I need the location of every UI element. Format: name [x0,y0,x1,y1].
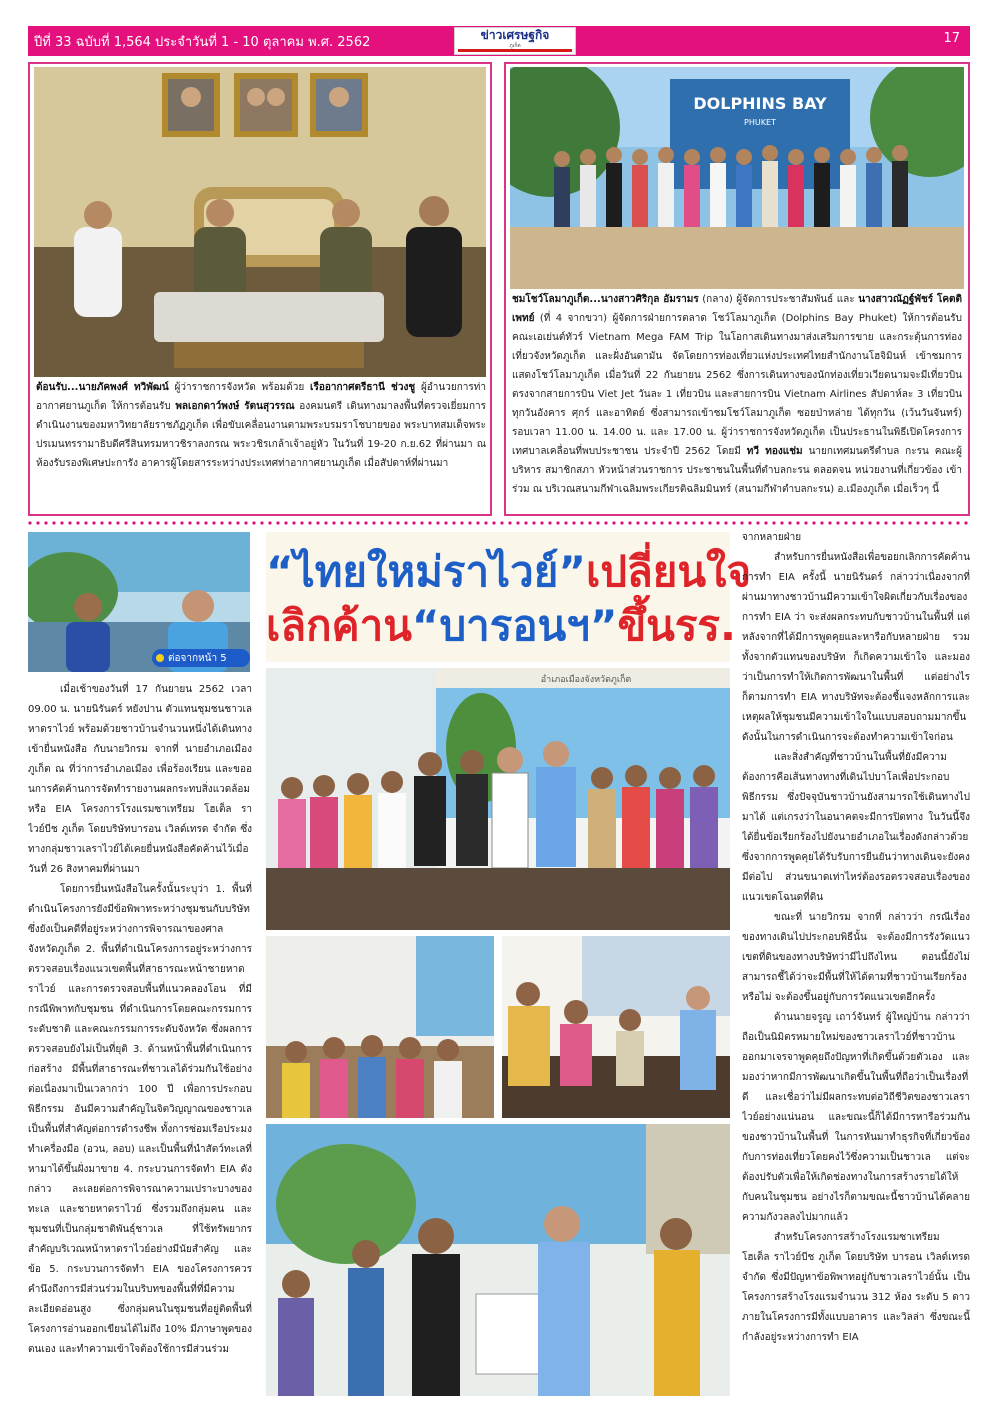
headline-line1 [266,546,752,598]
photo-meeting-room [502,936,730,1118]
caption-governor-text2: ผู้อำนวยการท่าอากาศยานภูเก็ต ให้การต้อนรับ [36,382,486,412]
caption-dolphins-text: (กลาง) ผู้จัดการประชาสัมพันธ์ และ [698,294,859,305]
photo-petition-handover-closeup [266,1124,730,1396]
article-right-paragraph: และสิ่งสำคัญที่ชาวบ้านในพื้นที่ยังมีความต้องการคือเส้นทางทางที่เดินไปบาโลเพื่อประกอบพิธีกรรม ซึ่งปัจจุบันชาวบ้านยังสามารถใช้เดินทางไปมาได้ แต่เกรงว่าในอนาคตจะมีการปิดทาง ในวันนี้จึงได้ยื่นข้อเรียกร้องไปยังนายอำเภอในเรื่องดังกล่าวด้วย ซึ่งจากการพูดคุยได้รับรับการยืนยันว่าทางเดินจะยังคงมีต่อไป ส่วนขนาดเท่าไหร่ต้องรอตรวจสอบเรื่องของแนวเขตโฉนดที่ดิน [742,752,970,903]
headline-part-baron: “บารอนฯ” [411,601,618,650]
header-bar [28,26,970,56]
caption-governor-bold2: เรืออากาศตรีธานี ช่วงชู [310,382,416,393]
caption-dolphins-bold2: นางสาวณัฏฐ์พัชร์ โคตติเพทย์ [512,294,962,324]
article-right-paragraph: ขณะที่ นายวิกรม จากที่ กล่าวว่า กรณีเรื่องของทางเดินไปประกอบพิธีนั้น จะต้องมีการรังวัดแนวเขตที่ดินของทางบริษัทว่ามีไปถึงไหน ตอนนี้ยังไม่สามารถชี้ได้ว่าจะมีพื้นที่ให้ได้ตามที่ชาวบ้านเรียกร้องหรือไม่ จะต้องขึ้นอยู่กับการวัดแนวเขตอีกครั้ง [742,912,970,1003]
article-left-paragraph: เมื่อเช้าของวันที่ 17 กันยายน 2562 เวลา 09.00 น. นายนิรันดร์ หยังปาน ตัวแทนชุมชนชาวเลหาดราไวย์ พร้อมด้วยชาวบ้านจำนวนหนึ่งได้เดินทางเข้ายื่นหนังสือ กับนายวิกรม จากที่ นายอำเภอเมืองภูเก็ต ณ ที่ว่าการอำเภอเมือง เพื่อร้องเรียน และขออนการคัดค้านการจัดทำรายงานผลกระทบสิ่งแวดล้อม หรือ EIA โครงการโรงแรมซาเทรียม โฮเต็ล ราไวย์บีช ภูเก็ต โดยบริษัทบารอน เวิลด์เทรด จำกัด ซึ่งทางกลุ่มชาวเลราไวย์ได้เคยยื่นหนังสือคัดค้านไว้เมื่อวันที่ 26 สิงหาคมที่ผ่านมา [28,684,252,875]
logo-subtitle: ภูเก็ต [509,43,521,49]
headline-part-change: เปลี่ยนใจ [585,547,752,596]
caption-dolphins-bold3: ทวี ทองแช่ม [746,446,803,457]
headline-part-stop: เลิกค้าน [266,601,412,650]
caption-dolphins-text3: นายกเทศมนตรีตำบล กะรน คณะผู้บริหาร สมาชิกสภา หัวหน้าส่วนราชการ ประชาชนในพื้นที่ตำบลกะรน ตลอดจน หน่วยงานที่เกี่ยวข้อง เข้าร่วม ณ บริเวณสนามกีฬาเฉลิมพระเกียรติฉลิมมินทร์ (สนามกีฬาตำบลกะรน) อ.เมืองภูเก็ต เมื่อเร็วๆ นี้ [512,446,962,495]
headline-part-thaimai: “ไทยใหม่ราไวย์” [266,547,586,596]
article-left-paragraph: โดยการยื่นหนังสือในครั้งนั้นระบุว่า 1. พื้นที่ดำเนินโครงการยังมีข้อพิพาทระหว่างชุมชนกับบริษัท ซึ่งยังเป็นคดีที่อยู่ระหว่างการพิจารณาของศาลจังหวัดภูเก็ต 2. พื้นที่ดำเนินโครงการอยู่ระหว่างการตรวจสอบเรื่องแนวเขตพื้นที่สาธารณะหน้าชายหาดราไวย์ และการตรวจสอบพื้นที่แนวคลองโอน ที่มีกรณีพิพาทกับชุมชน ที่ดำเนินการโดยคณะกรรมการระดับชาติ และคณะกรรมการระดับจังหวัด ซึ่งผลการตรวจสอบยังไม่เป็นที่ยุติ 3. ด้านหน้าพื้นที่ดำเนินการก่อสร้าง มีพื้นที่สาธารณะที่ชาวเลได้ร่วมกันใช้อย่างต่อเนื่องมาเป็นเวลากว่า 100 ปี เพื่อการประกอบพิธีกรรม อันมีความสำคัญในจิตวิญญาณของชาวเล เป็นพื้นที่สำคัญต่อการดำรงชีพ ทั้งการซ่อมเรือประมง ทำเครื่องมือ (อวน, ลอบ) และเป็นพื้นที่นำสัตว์ทะเลที่หามาได้ขึ้นฝั่งมาขาย 4. กระบวนการจัดทำ EIA ดังกล่าว ละเลยต่อการพิจารณาความเปราะบางของทะเล และชายหาดราไวย์ ซึ่งรวมถึงกลุ่มคน และชุมชนที่เป็นกลุ่มชาติพันธุ์ชาวเล ที่ใช้ทรัพยากรสำคัญบริเวณหน้าหาดราไวย์อย่างมีนัยสำคัญ และข้อ 5. กระบวนการจัดทำ EIA ของโครงการควรคำนึงถึงการมีส่วนร่วมในบริบทของพื้นที่ที่มีความละเอียดอ่อนสูง ซึ่งกลุ่มคนในชุมชนที่อยู่ติดพื้นที่โครงการอ่านออกเขียนได้ไม่ถึง 10% มีภาษาพูดของตนเอง และทำความเข้าใจต้องใช้การมีส่วนร่วม [28,884,252,1355]
photo-governor-meeting [34,67,486,377]
headline-box [266,532,752,662]
caption-governor-text3: องคมนตรี เดินทางมาลงพื้นที่ตรวจเยี่ยมการดำเนินงานของมหาวิทยาลัยราชภัฏภูเก็ต เพื่อขับเคลื่อนงานตามพระบรมราโชบายของ พระบาทสมเด็จพระปรเมนทรรามาธิบดีศรีสินทรมหาวชิราลงกรณ พระวชิรเกล้าเจ้าอยู่หัว ในวันที่ 19-20 ก.ย.62 ที่ผ่านมา ณ ห้องรับรองพิเศษปะการัง อาคารผู้โดยสารระหว่างประเทศท่าอากาศยานภูเก็ต เมื่อสัปดาห์ที่ผ่านมา [36,401,486,469]
caption-governor [36,378,486,512]
article-column-right [742,528,970,1398]
article-right-paragraph: สำหรับการยื่นหนังสือเพื่อขอยกเลิกการคัดค้านการทำ EIA ครั้งนี้ นายนิรันดร์ กล่าวว่าเนื่องจากที่ผ่านมาทางชาวบ้านมีความเข้าใจผิดเกี่ยวกับเรื่องของการทำ EIA ว่า จะส่งผลกระทบกับชาวบ้านในพื้นที่ แต่หลังจากที่ได้มีการพูดคุยและหารือกับหลายฝ่าย รวมทั้งจากตัวแทนของบริษัท ก็เกิดความเข้าใจ และมองว่าเป็นการทำให้เกิดการพัฒนาในพื้นที่ แต่อย่างไรก็ตามการทำ EIA ทางบริษัทจะต้องชี้แจงหลักการและเหตุผลให้ชุมชนมีความเข้าใจในแบบสอบถามมากขึ้น ดังนั้นในการดำเนินการจะต้องทำความเข้าใจก่อน [742,552,970,743]
caption-dolphins [512,290,962,512]
dotted-divider [26,521,972,525]
caption-governor-bold: ต้อนรับ...นายภัคพงศ์ ทวิพัฒน์ [36,382,169,393]
issue-info: ปีที่ 33 ฉบับที่ 1,564 ประจำวันที่ 1 - 10 ตุลาคม พ.ศ. 2562 [34,35,371,50]
caption-dolphins-bold: ชมโชว์โลมาภูเก็ต...นางสาวศิริกุล อัมรามร [512,294,699,305]
bullet-dot-icon [156,654,164,662]
photo-dolphins-bay-group [510,67,964,289]
headline-line2 [266,600,736,652]
article-right-paragraph: ด้านนายจรูญ เถาว์จันทร์ ผู้ใหญ่บ้าน กล่าวว่า ถือเป็นนิมิตรหมายใหม่ของชาวเลราไวย์ที่ชาวบ้านออกมาเจรจาพูดคุยถึงปัญหาที่เกิดขึ้นด้วยตัวเอง และมองว่าหากมีการพัฒนาเกิดขึ้นในพื้นที่ถือว่าเป็นเรื่องที่ดี และเชื่อว่าไม่มีผลกระทบต่อวิถีชีวิตของชาวเลราไวย์อย่างแน่นอน และขณะนี้ก็ได้มีการหารือร่วมกันของชาวบ้านในพื้นที่ ในการหันมาทำธุรกิจที่เกี่ยวข้องกับการท่องเที่ยวโดยคงไว้ซึ่งความเป็นชาวเล แต่จะต้องปรับตัวเพื่อให้เกิดช่องทางในการสร้างรายได้ให้กับคนในชุมชน อย่างไรก็ตามขณะนี้ชาวบ้านได้คลายความกังวลลงไปมากแล้ว [742,1012,970,1223]
continued-from-badge[interactable] [152,649,250,667]
sign-dolphins-bay: DOLPHINS BAY [693,94,827,113]
wall-sign: อำเภอเมืองจังหวัดภูเก็ต [540,675,632,685]
article-column-left [28,680,252,1398]
caption-governor-bold3: พลเอกดาว์พงษ์ รัตนสุวรรณ [175,401,295,412]
caption-dolphins-text2: (ที่ 4 จากขวา) ผู้จัดการฝ่ายการตลาด โชว์โลมาภูเก็ต (Dolphins Bay Phuket) ให้การต้อนรับคณะเอเย่นต์ทัวร์ Vietnam Mega FAM Trip ในโอกาสเดินทางมาส่งเสริมการขาย และกระตุ้นการท่องเที่ยวจังหวัดภูเก็ต และฝั่งอันดามัน จัดโดยการท่องเที่ยวแห่งประเทศไทยสำนักงานโฮจิมินห์ เข้าชมการแสดงโชว์โลมาภูเก็ต เมื่อวันที่ 22 กันยายน 2562 ซึ่งการเดินทางของนักท่องเที่ยวเวียดนามจะมีเที่ยวบินตรงจากสายการบิน Viet Jet วันละ 1 เที่ยวบิน และสายการบิน Vietnam Airlines สัปดาห์ละ 3 เที่ยวบิน ทุกวันอังคาร ศุกร์ และอาทิตย์ ซึ่งสามารถเข้าชมโชว์โลมาภูเก็ต ซอยป่าหล่าย ได้ทุกวัน (เว้นวันจันทร์) รอบเวลา 11.00 น. 14.00 น. และ 17.00 น. ผู้ว่าราชการจังหวัดภูเก็ต เป็นประธานในพิธีเปิดโครงการเทศบาลเคลื่อนที่พบประชาชน ประจำปี 2562 โดยมี [512,313,962,457]
sign-phuket: PHUKET [744,118,776,127]
article-right-paragraph: สำหรับโครงการสร้างโรงแรมซาเทรียม โฮเต็ล ราไวย์บีช ภูเก็ต โดยบริษัท บารอน เวิลด์เทรด จำกัด ซึ่งมีปัญหาข้อพิพาทอยู่กับชาวเลราไวย์นั้น เป็นโครงการสร้างโรงแรมจำนวน 312 ห้อง ระดับ 5 ดาว ภายในโครงการมีทั้งแบบอาคาร และวิลล่า ซึ่งขณะนี้กำลังอยู่ระหว่างการทำ EIA [742,1232,970,1343]
caption-governor-text: ผู้ว่าราชการจังหวัด พร้อมด้วย [168,382,311,393]
logo-title: ข่าวเศรษฐกิจ [480,28,550,42]
photo-petition-handover-wide [266,668,730,930]
continued-label: ต่อจากหน้า 5 [168,653,227,664]
masthead-logo [454,27,576,55]
photo-villagers-seated [266,936,494,1118]
headline-part-hotel: ขึ้นรร. [617,601,736,650]
article-right-intro: จากหลายฝ่าย [742,532,802,543]
page-number: 17 [943,31,960,46]
